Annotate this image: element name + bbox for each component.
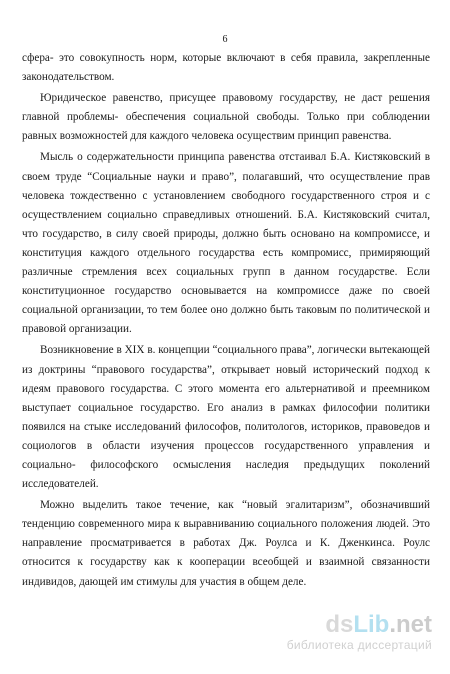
paragraph-4: Возникновение в XIX в. концепции “социального права”, логически вытекающей из доктрины “правового государства”, открывает новый исторический подход к идеям правового государства. С этого момента его альтернативой и преемником выступает социальное государство. Его анализ в рамках философии политики появился на стыке исследований философов, политологов, историков, правоведов и социологов в области изучения процессов государственного управления и социально- философского осмысления наследия предыдущих поколений исследователей.	[22, 344, 430, 491]
logo-lib: Lib	[353, 611, 390, 638]
paragraph-2: Юридическое равенство, присущее правовому государству, не даст решения главной проблемы- обеспечения социальной свободы. Только при соблюдении равных возможностей для каждого человека осуществим принцип равенства.	[22, 92, 430, 143]
paragraph-1: сфера- это совокупность норм, которые включают в себя правила, закрепленные законодательством.	[22, 52, 430, 84]
dslib-watermark	[287, 612, 432, 652]
logo-ds: ds	[325, 611, 354, 638]
dslib-logo	[287, 612, 432, 638]
logo-net: net	[396, 611, 432, 638]
page-number: 6	[222, 34, 228, 45]
document-body	[22, 49, 430, 594]
logo-dot: .	[389, 611, 396, 638]
paragraph-3: Мысль о содержательности принципа равенства отстаивал Б.А. Кистяковский в своем труде “Социальные науки и право”, полагавший, что осуществление прав человека тождественно с установлением свободного государственного строя и с осуществлением социально справедливых отношений. Б.А. Кистяковский считал, что государство, в силу своей природы, должно быть основано на компромиссе, и конституция каждого отдельного государства есть компромисс, примиряющий различные стремления всех социальных групп в данном государстве. Если конституционное государство основывается на компромиссе даже по своей социальной организации, то тем более оно должно быть таковым по политической и правовой организации.	[22, 151, 430, 336]
paragraph-5: Можно выделить такое течение, как “новый эгалитаризм”, обозначивший тенденцию современного мира к выравниванию социального положения людей. Это направление просматривается в работах Дж. Роулса и К. Дженкинса. Роулс относится к государству как к кооперации всеобщей и взаимной связанности индивидов, дающей им стимулы для участия в общем деле.	[22, 499, 430, 588]
watermark-tagline: библиотека диссертаций	[286, 638, 432, 652]
